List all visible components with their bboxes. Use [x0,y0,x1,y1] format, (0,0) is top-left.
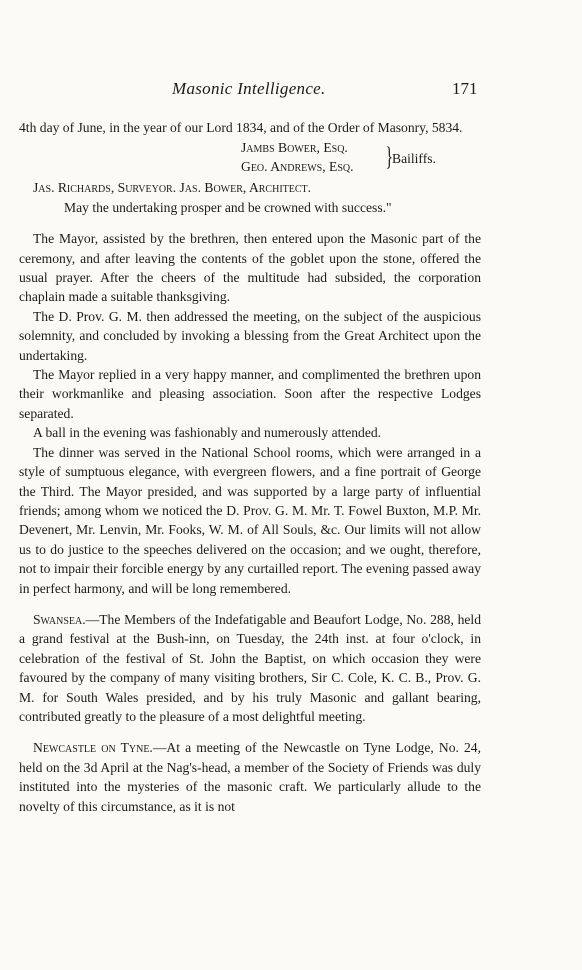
signature-role: Bailiffs. [392,151,436,167]
paragraph-gap [19,726,481,738]
paragraph: The Mayor, assisted by the brethren, then entered upon the Masonic part of the ceremony, and after leaving the contents of the goblet upon the stone, offered the usual prayer. After the cheers of the multitude had subsided, the corporation chaplain made a suitable thanksgiving. [19,231,481,305]
closing-line: May the undertaking prosper and be crowned with success." [64,199,392,215]
paragraph: The dinner was served in the National School rooms, which were arranged in a style of sumptuous elegance, with evergreen flowers, and a fine portrait of George the Third. The Mayor presided, and was supported by a large party of influential friends; among whom we noticed the D. Prov. G. M. Mr. T. Fowel Buxton, M.P. Mr. Devenert, Mr. Lenvin, Mr. Fooks, W. M. of All Souls, &c. Our limits will not allow us to do justice to the speeches delivered on the occasion; and we ought, therefore, not to impair their forcible energy by any curtailled report. The evening passed away in perfect harmony, and will be long remembered. [19,444,481,596]
place-name: Newcastle on Tyne. [33,740,153,756]
signature-block [19,138,481,178]
brace-glyph: } [385,142,393,172]
body-text [19,118,481,816]
running-title: Masonic Intelligence. [172,79,326,98]
paragraph-gap [19,598,481,610]
paragraph: A ball in the evening was fashionably and numerously attended. [33,425,382,441]
paragraph: The Mayor replied in a very happy manner, and complimented the brethren upon their workmanlike and pleasing association. Soon after the respective Lodges separated. [19,367,481,421]
place-name: Swansea. [33,611,86,627]
opening-lines: 4th day of June, in the year of our Lord 1834, and of the Order of Masonry, 5834. [19,120,463,135]
officers-line: Jas. Richards, Surveyor. Jas. Bower, Architect. [33,180,312,196]
paragraph-newcastle [19,738,481,816]
signature-names [241,138,354,176]
paragraph-text: —At a meeting of the Newcastle on Tyne Lodge, No. 24, held on the 3d April at the Nag's-head, a member of the Society of Friends was duly instituted into the mysteries of the masonic craft. We particularly allude to the novelty of this circumstance, as it is not [19,740,481,814]
paragraph: The D. Prov. G. M. then addressed the meeting, on the subject of the auspicious solemnity, and concluded by invoking a blessing from the Great Architect upon the undertaking. [19,308,481,363]
signature-name: Jambs Bower, Esq. [241,140,348,156]
paragraph-gap [19,217,481,229]
paragraph-swansea [19,610,481,726]
page-number: 171 [452,79,478,98]
page-header [0,79,582,103]
paragraph-text: —The Members of the Indefatigable and Beaufort Lodge, No. 288, held a grand festival at the Bush-inn, on Tuesday, the 24th inst. at four o'clock, in celebration of the festival of St. John the Baptist, on which occasion they were favoured by the company of many visiting brothers, Sir C. Cole, K. C. B., Prov. G. M. for South Wales presided, and by his truly Masonic and gallant bearing, contributed greatly to the pleasure of a most delightful meeting. [19,611,481,724]
signature-name: Geo. Andrews, Esq. [241,159,354,175]
